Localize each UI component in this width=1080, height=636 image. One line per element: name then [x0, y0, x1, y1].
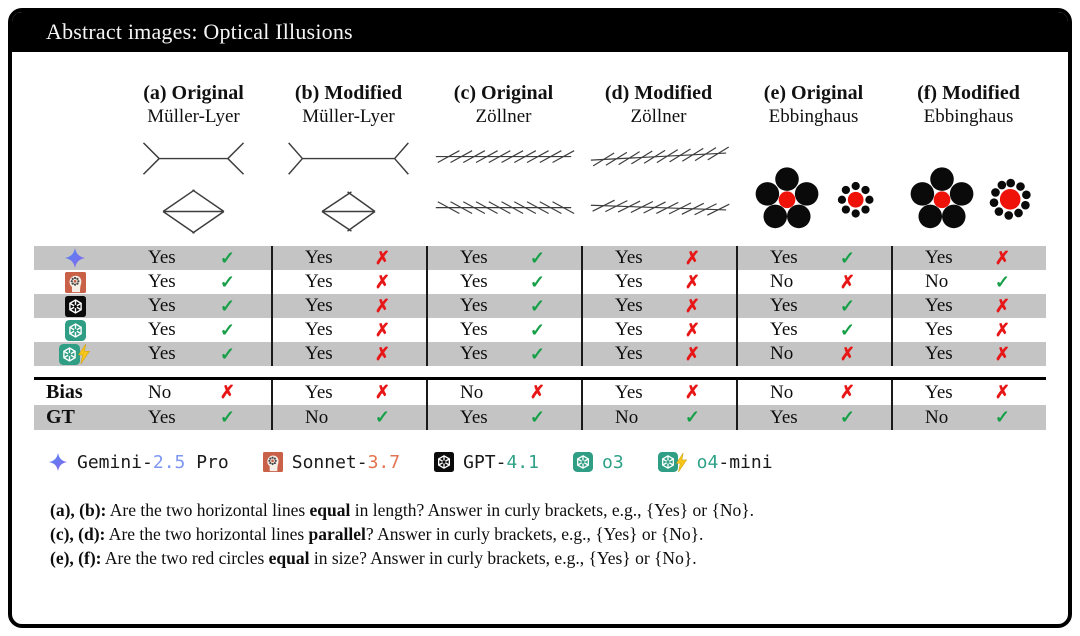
openai-black-icon	[34, 294, 116, 318]
answer-text: No	[925, 271, 949, 292]
column-header-d: (d) Modified Zöllner	[604, 82, 713, 127]
result-mark: ✓	[219, 271, 235, 292]
result-mark: ✗	[374, 271, 390, 292]
result-cell	[891, 270, 1046, 294]
result-mark: ✓	[839, 295, 855, 316]
figure-content	[12, 52, 1068, 570]
result-cell	[271, 294, 426, 318]
answer-text: Yes	[925, 343, 953, 364]
column-header-a: (a) Original Müller-Lyer	[143, 82, 244, 127]
result-cell	[581, 405, 736, 430]
claude-head-icon	[263, 452, 283, 472]
gemini-star-icon	[34, 246, 116, 270]
question-prompts	[50, 498, 1042, 570]
column-header-b: (b) Modified Müller-Lyer	[294, 82, 403, 127]
zollner-modified-figure	[581, 128, 736, 246]
result-mark: ✓	[994, 407, 1010, 427]
answer-text: Yes	[925, 319, 953, 340]
result-mark: ✗	[374, 382, 390, 402]
result-cell	[736, 380, 891, 405]
answer-text: Yes	[148, 295, 176, 316]
result-cell	[891, 380, 1046, 405]
legend-label: o4-mini	[696, 451, 773, 473]
result-mark: ✓	[529, 319, 545, 340]
muller-lyer-modified-figure	[271, 128, 426, 246]
gemini-star-icon	[48, 452, 68, 472]
legend-label: o3	[601, 451, 624, 473]
answer-text: Yes	[925, 295, 953, 316]
table-row-sonnet	[34, 270, 1046, 294]
result-mark: ✗	[374, 343, 390, 364]
legend-label: GPT-4.1	[463, 451, 539, 473]
answer-text: No	[925, 406, 949, 428]
result-cell	[736, 246, 891, 270]
legend-label: Sonnet-3.7	[291, 451, 401, 473]
result-cell	[426, 380, 581, 405]
result-cell	[116, 294, 271, 318]
illusion-row	[34, 128, 1046, 246]
answer-text: Yes	[305, 319, 333, 340]
result-cell	[271, 270, 426, 294]
answer-text: Yes	[615, 343, 643, 364]
figure-frame	[8, 8, 1072, 628]
result-cell	[116, 246, 271, 270]
table-row-o4mini	[34, 342, 1046, 366]
answer-text: Yes	[615, 381, 643, 403]
result-mark: ✓	[219, 343, 235, 364]
answer-text: Yes	[305, 295, 333, 316]
answer-text: Yes	[770, 247, 798, 268]
answer-text: No	[615, 406, 639, 428]
column-header-c: (c) Original Zöllner	[453, 82, 554, 127]
result-mark: ✗	[374, 295, 390, 316]
result-mark: ✗	[839, 343, 855, 364]
figure-title-bar	[12, 12, 1068, 52]
answer-text: Yes	[770, 406, 798, 428]
result-cell	[736, 318, 891, 342]
result-mark: ✗	[684, 247, 700, 268]
question-ab: (a), (b): Are the two horizontal lines equal in length? Answer in curly brackets, e.g., {Yes} or {No}.	[50, 500, 755, 520]
gt-row-label: GT	[46, 406, 75, 428]
result-cell	[581, 318, 736, 342]
table-row-bias	[34, 380, 1046, 405]
result-cell	[581, 380, 736, 405]
answer-text: No	[460, 381, 484, 403]
result-mark: ✗	[529, 382, 545, 402]
openai-teal-icon	[34, 318, 116, 342]
result-mark: ✗	[684, 319, 700, 340]
result-mark: ✗	[994, 247, 1010, 268]
result-cell	[736, 294, 891, 318]
result-mark: ✗	[684, 343, 700, 364]
result-cell	[736, 270, 891, 294]
lightning-icon	[675, 453, 688, 472]
result-cell	[426, 270, 581, 294]
result-cell	[891, 318, 1046, 342]
result-cell	[426, 246, 581, 270]
answer-text: Yes	[305, 343, 333, 364]
result-cell	[116, 318, 271, 342]
answer-text: Yes	[305, 381, 333, 403]
result-cell	[116, 342, 271, 366]
result-mark: ✓	[219, 319, 235, 340]
answer-text: Yes	[148, 247, 176, 268]
answer-text: Yes	[615, 271, 643, 292]
result-cell	[581, 270, 736, 294]
legend-item-sonnet	[263, 452, 400, 473]
result-cell	[891, 246, 1046, 270]
result-cell	[116, 270, 271, 294]
answer-text: Yes	[460, 247, 488, 268]
answer-text: No	[770, 343, 794, 364]
result-mark: ✗	[684, 271, 700, 292]
result-cell	[426, 405, 581, 430]
result-mark: ✗	[994, 295, 1010, 316]
result-mark: ✓	[219, 295, 235, 316]
result-mark: ✗	[374, 319, 390, 340]
legend-item-o3	[573, 452, 624, 473]
legend-item-o4mini	[658, 452, 773, 473]
result-mark: ✗	[219, 382, 235, 402]
openai-black-icon	[434, 452, 454, 472]
ebbinghaus-original-figure	[736, 128, 891, 246]
lightning-icon	[77, 344, 91, 364]
result-cell	[426, 342, 581, 366]
result-mark: ✓	[684, 407, 700, 427]
answer-text: Yes	[460, 343, 488, 364]
result-mark: ✓	[839, 319, 855, 340]
answer-text: No	[770, 381, 794, 403]
claude-head-icon	[34, 270, 116, 294]
result-mark: ✓	[529, 247, 545, 268]
result-cell	[581, 342, 736, 366]
bias-row-label: Bias	[46, 381, 83, 403]
result-cell	[271, 380, 426, 405]
result-cell	[891, 405, 1046, 430]
question-ef: (e), (f): Are the two red circles equal in size? Answer in curly brackets, e.g., {Yes} or {No}.	[50, 548, 697, 568]
question-cd: (c), (d): Are the two horizontal lines parallel? Answer in curly brackets, e.g., {Yes} or {No}.	[50, 524, 704, 544]
table-row-o3	[34, 318, 1046, 342]
answer-text: Yes	[148, 343, 176, 364]
result-mark: ✓	[529, 343, 545, 364]
result-mark: ✓	[219, 247, 235, 268]
legend-item-gemini	[48, 452, 229, 473]
answer-text: Yes	[770, 295, 798, 316]
result-mark: ✗	[994, 319, 1010, 340]
column-header-f: (f) Modified Ebbinghaus	[917, 82, 1020, 127]
answer-text: Yes	[615, 295, 643, 316]
result-cell	[736, 405, 891, 430]
answer-text: Yes	[460, 295, 488, 316]
zollner-original-figure	[426, 128, 581, 246]
table-row-gpt41	[34, 294, 1046, 318]
openai-teal-icon	[573, 452, 593, 472]
answer-text: Yes	[148, 319, 176, 340]
result-mark: ✓	[219, 407, 235, 427]
result-cell	[271, 405, 426, 430]
ebbinghaus-modified-figure	[891, 128, 1046, 246]
table-row-gt	[34, 405, 1046, 430]
openai-teal-bolt-icon	[658, 452, 688, 472]
answer-text: No	[770, 271, 794, 292]
result-cell	[271, 342, 426, 366]
answer-text: Yes	[925, 381, 953, 403]
result-mark: ✗	[994, 343, 1010, 364]
answer-text: Yes	[615, 319, 643, 340]
answer-text: Yes	[148, 406, 176, 428]
answer-text: Yes	[460, 406, 488, 428]
result-cell	[891, 294, 1046, 318]
answer-text: Yes	[460, 271, 488, 292]
answer-text: Yes	[770, 319, 798, 340]
model-legend	[48, 442, 1046, 482]
result-mark: ✗	[684, 382, 700, 402]
result-cell	[271, 318, 426, 342]
muller-lyer-original-figure	[116, 128, 271, 246]
figure-title: Abstract images: Optical Illusions	[46, 19, 353, 44]
legend-item-gpt41	[434, 452, 539, 473]
result-cell	[581, 246, 736, 270]
answer-text: Yes	[925, 247, 953, 268]
result-mark: ✓	[529, 407, 545, 427]
result-cell	[891, 342, 1046, 366]
result-cell	[426, 318, 581, 342]
result-mark: ✗	[684, 295, 700, 316]
result-mark: ✗	[994, 382, 1010, 402]
result-cell	[271, 246, 426, 270]
result-cell	[581, 294, 736, 318]
result-cell	[426, 294, 581, 318]
result-mark: ✗	[839, 271, 855, 292]
result-mark: ✓	[839, 247, 855, 268]
table-row-gemini	[34, 246, 1046, 270]
result-mark: ✓	[994, 271, 1010, 292]
answer-text: Yes	[460, 319, 488, 340]
column-header-e: (e) Original Ebbinghaus	[763, 82, 864, 127]
openai-teal-bolt-icon	[34, 342, 116, 366]
answer-text: No	[305, 406, 329, 428]
result-mark: ✗	[374, 247, 390, 268]
column-header-row	[34, 52, 1046, 128]
result-cell	[116, 405, 271, 430]
result-mark: ✓	[374, 407, 390, 427]
answer-text: No	[148, 381, 172, 403]
result-mark: ✗	[839, 382, 855, 402]
result-mark: ✓	[529, 271, 545, 292]
legend-label: Gemini-2.5 Pro	[77, 451, 229, 473]
result-mark: ✓	[529, 295, 545, 316]
answer-text: Yes	[305, 271, 333, 292]
result-mark: ✓	[839, 407, 855, 427]
answer-text: Yes	[148, 271, 176, 292]
result-cell	[116, 380, 271, 405]
answer-text: Yes	[305, 247, 333, 268]
answer-text: Yes	[615, 247, 643, 268]
result-cell	[736, 342, 891, 366]
